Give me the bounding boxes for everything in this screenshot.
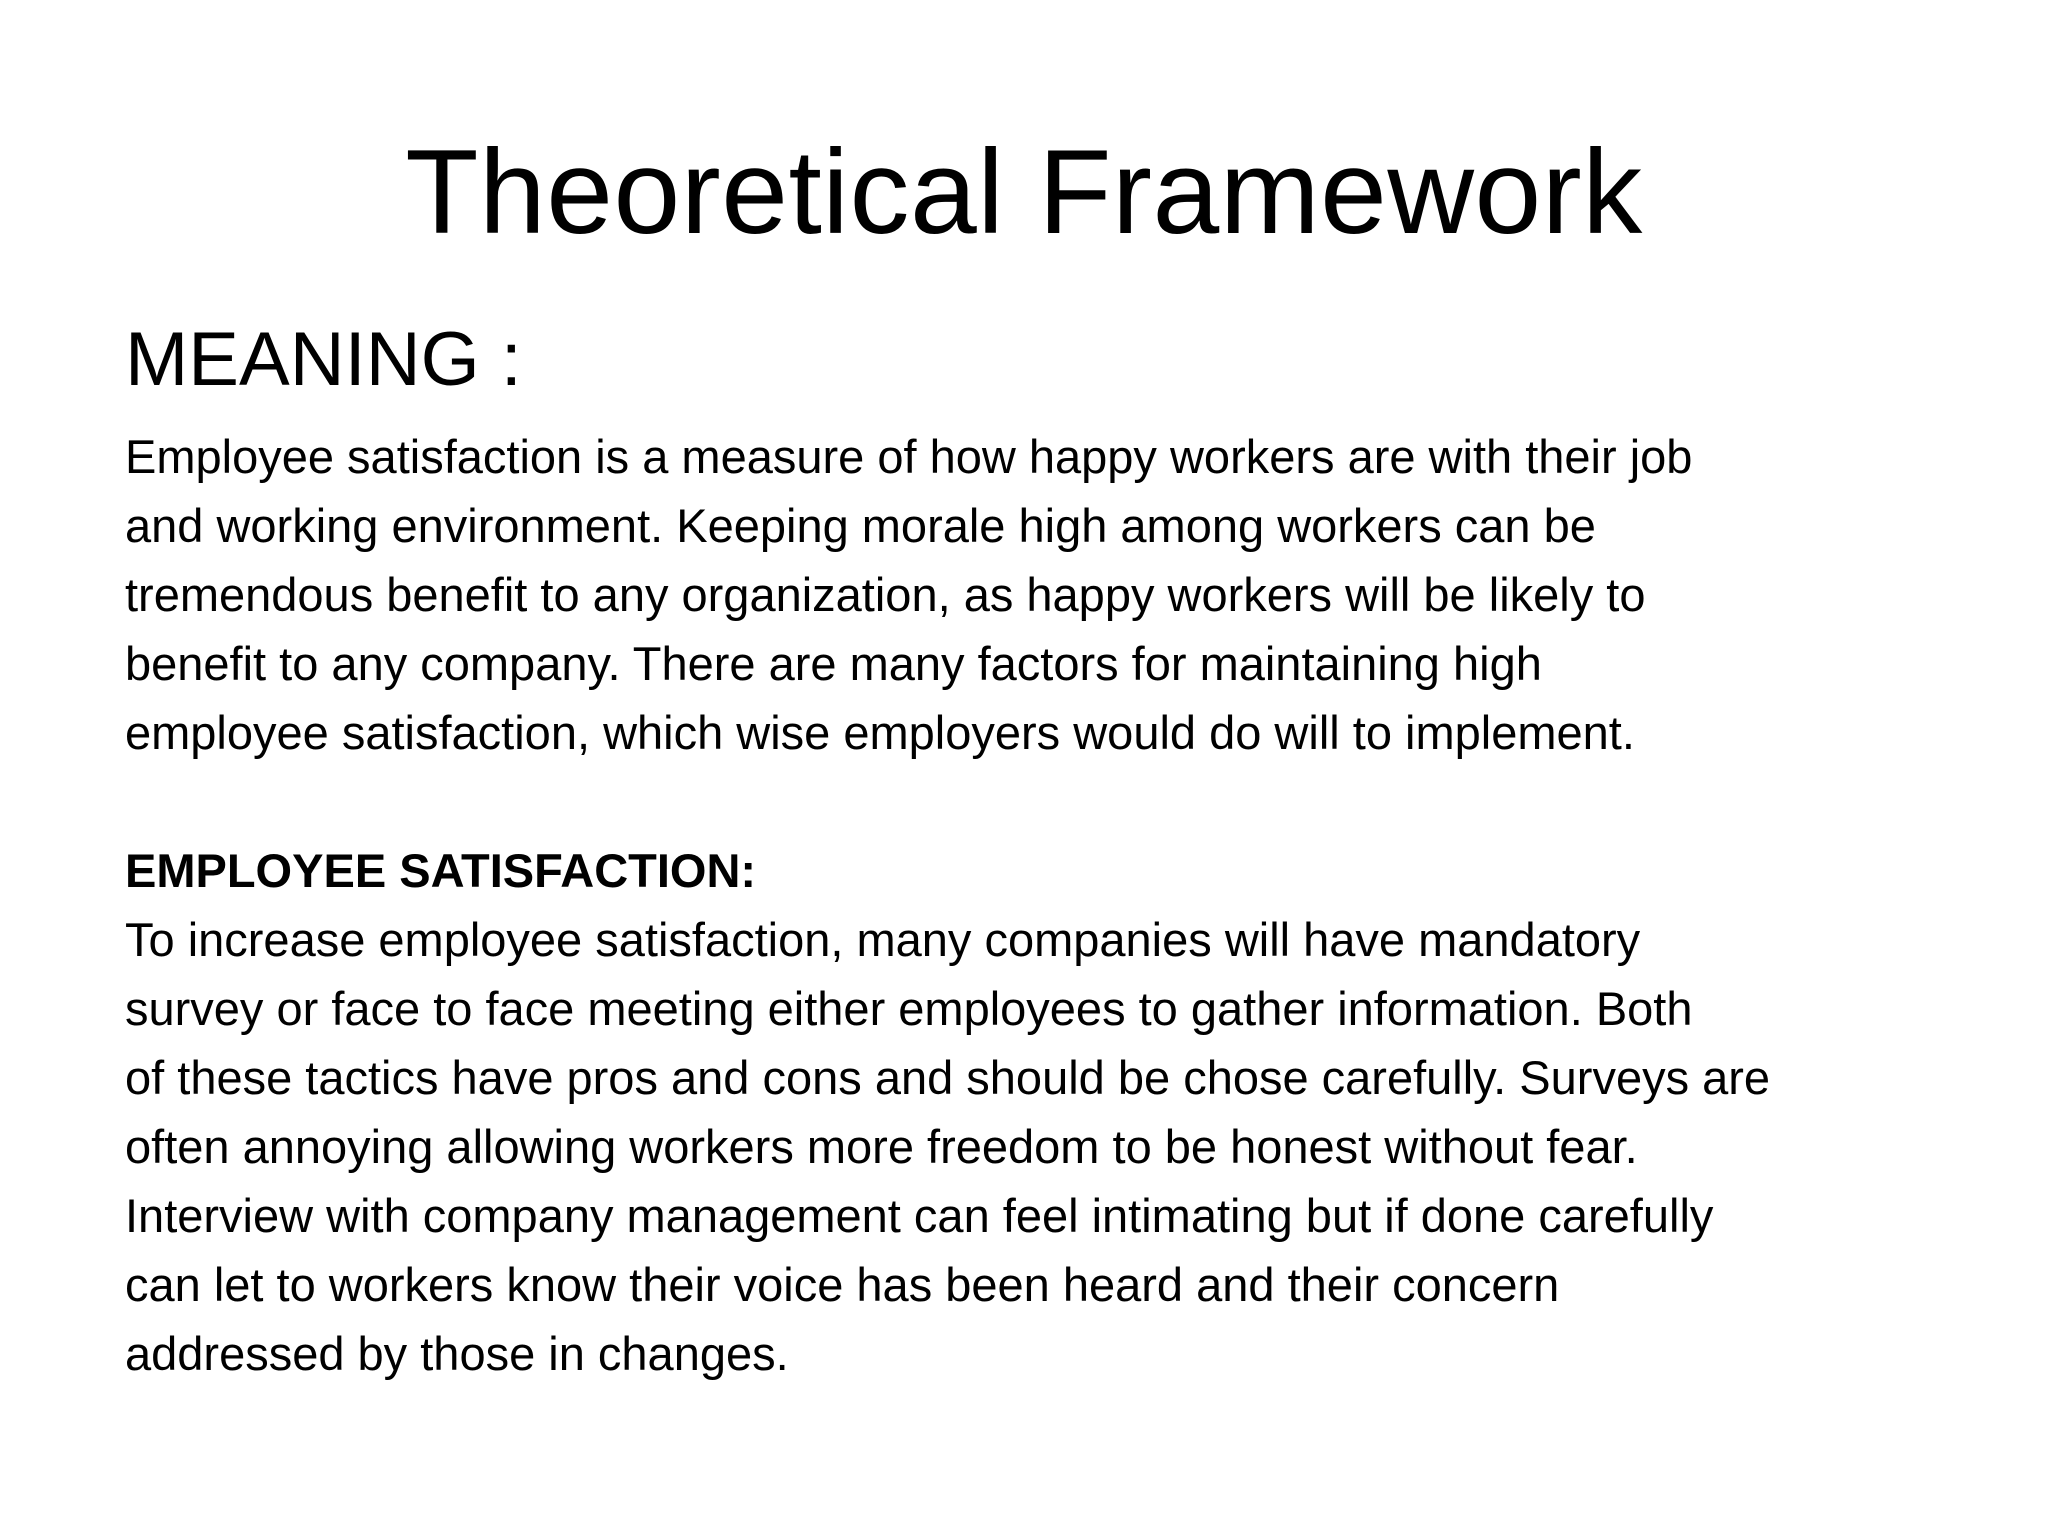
meaning-heading: MEANING : xyxy=(125,317,522,402)
employee-satisfaction-paragraph: To increase employee satisfaction, many companies will have mandatory survey or face to face meeting either employees to gather information. Both of these tactics have pros and cons and should be chose carefully. Surveys are often annoying allowing workers more freedom to be honest without fear. Interview with company management can feel intimating but if done carefully can let to workers know their voice has been heard and their concern addressed by those in changes. xyxy=(125,913,1771,1380)
meaning-paragraph: Employee satisfaction is a measure of how happy workers are with their job and working environment. Keeping morale high among workers can be tremendous benefit to any organization, as happy workers will be likely to benefit to any company. There are many factors for maintaining high employee satisfaction, which wise employers would do will to implement. xyxy=(125,430,1693,759)
slide-content xyxy=(125,312,1975,1388)
slide-title: Theoretical Framework xyxy=(405,125,1643,259)
employee-satisfaction-heading: EMPLOYEE SATISFACTION: xyxy=(125,844,757,897)
section-spacer xyxy=(125,767,1975,836)
